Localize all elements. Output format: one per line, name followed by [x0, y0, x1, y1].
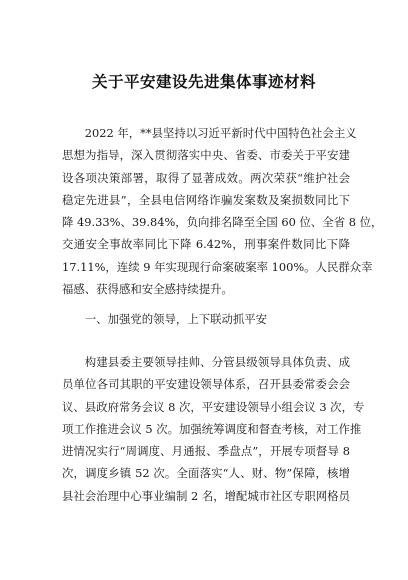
paragraph-line: 福感、获得感和安全感持续提升。 [62, 282, 233, 297]
paragraph-summary [62, 122, 383, 300]
document-title: 关于平安建设先进集体事迹材料 [91, 73, 316, 91]
paragraph-line: 员单位各司其职的平安建设领导体系，召开县委常委会会 [62, 377, 350, 392]
paragraph-line: 稳定先进县”，全县电信网络诈骗发案数及案损数同比下 [62, 192, 350, 207]
paragraph-line: 交通安全事故率同比下降 6.42%，刑事案件数同比下降 [62, 237, 350, 252]
paragraph-line: 2022 年，**县坚持以习近平新时代中国特色社会主义 [84, 126, 357, 140]
paragraph-line: 思想为指导，深入贯彻落实中央、省委、市委关于平安建 [62, 148, 350, 163]
paragraph-line: 17.11%，连续 9 年实现现行命案破案率 100%。人民群众幸 [62, 259, 373, 274]
paragraph-line: 项工作推进会议 5 次。加强统筹调度和督查考核，对工作推 [62, 421, 362, 436]
section-heading-text: 一、加强党的领导，上下联动抓平安 [84, 312, 268, 326]
paragraph-line: 次，调度乡镇 52 次。全面落实“人、财、物”保障，核增 [62, 466, 350, 481]
paragraph-line: 设各项决策部署，取得了显著成效。两次荣获“维护社会 [62, 170, 350, 185]
paragraph-leadership [62, 351, 365, 507]
paragraph-line: 进情况实行“周调度、月通报、季盘点”，开展专项督导 8 [62, 444, 350, 459]
paragraph-line: 县社会治理中心事业编制 2 名，增配城市社区专职网格员 [62, 488, 350, 503]
paragraph-line: 构建县委主要领导挂帅、分管县级领导具体负责、成 [84, 355, 350, 369]
paragraph-line: 降 49.33%、39.84%，负向排名降至全国 60 位、全省 8 位， [62, 215, 383, 230]
paragraph-line: 议、县政府常务会议 8 次，平安建设领导小组会议 3 次，专 [62, 399, 365, 414]
section-heading-1 [62, 308, 350, 330]
